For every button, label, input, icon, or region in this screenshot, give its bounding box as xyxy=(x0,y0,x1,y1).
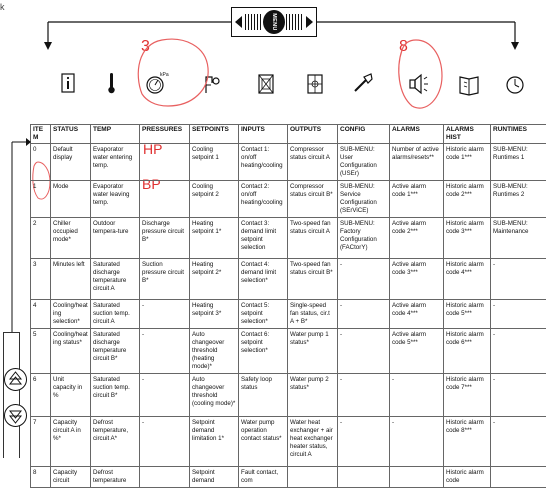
cell-item: 2 xyxy=(31,218,51,259)
cell-alarms: Active alarm code 2*** xyxy=(390,218,444,259)
cell-pressures xyxy=(140,467,190,488)
double-down-arrow-icon xyxy=(5,405,26,426)
cell-temp: Evaporator water entering temp. xyxy=(91,144,140,181)
cell-temp: Saturated suction temp. circuit A xyxy=(91,300,140,329)
cell-outputs: Two-speed fan status circuit A xyxy=(288,218,338,259)
cell-setpoints: Heating setpoint 3* xyxy=(190,300,239,329)
header-inputs: INPUTS xyxy=(239,125,288,144)
cell-status: Capacity circuit A in %* xyxy=(51,417,91,467)
cell-item: 5 xyxy=(31,329,51,374)
cell-setpoints: Auto changeover threshold (cooling mode)* xyxy=(190,374,239,417)
cell-item: 1 xyxy=(31,181,51,218)
cell-alarms-hist: Historic alarm code 2*** xyxy=(444,181,491,218)
table-row xyxy=(31,218,546,259)
menu-left-arrow-icon[interactable] xyxy=(235,16,242,28)
cell-runtimes: SUB-MENU: Maintenance xyxy=(491,218,546,259)
cell-pressures: - xyxy=(140,374,190,417)
cell-status: Cooling/heating status* xyxy=(51,329,91,374)
cell-inputs: Safety loop status xyxy=(239,374,288,417)
cell-inputs: Contact 3: demand limit setpoint selection xyxy=(239,218,288,259)
cell-inputs: Contact 1: on/off heating/cooling xyxy=(239,144,288,181)
cell-outputs: Single-speed fan status, cir.t A + B* xyxy=(288,300,338,329)
annotation-circle-alarms xyxy=(392,34,450,114)
cell-config: - xyxy=(338,374,390,417)
cell-inputs: Contact 6: setpoint selection* xyxy=(239,329,288,374)
cell-setpoints: Heating setpoint 1* xyxy=(190,218,239,259)
cell-alarms: Active alarm code 4*** xyxy=(390,300,444,329)
menu-stripes-right xyxy=(286,14,303,30)
table-row xyxy=(31,259,546,300)
header-alarms: ALARMS xyxy=(390,125,444,144)
cell-pressures: Discharge pressure circuit B* xyxy=(140,218,190,259)
cell-temp: Outdoor tempera-ture xyxy=(91,218,140,259)
cell-outputs: Two-speed fan status circuit B* xyxy=(288,259,338,300)
cell-runtimes: - xyxy=(491,300,546,329)
cell-item: 0 xyxy=(31,144,51,181)
header-setpoints: SETPOINTS xyxy=(190,125,239,144)
cell-runtimes: SUB-MENU: Runtimes 2 xyxy=(491,181,546,218)
cell-temp: Saturated discharge temperature circuit B* xyxy=(91,329,140,374)
cell-item: 3 xyxy=(31,259,51,300)
cell-setpoints: Cooling setpoint 2 xyxy=(190,181,239,218)
cell-config: - xyxy=(338,417,390,467)
table-row xyxy=(31,417,546,467)
cell-item: 7 xyxy=(31,417,51,467)
menu-button[interactable]: MENU xyxy=(263,10,285,34)
cell-runtimes: - xyxy=(491,259,546,300)
cell-config: SUB-MENU: User Configuration (USEr) xyxy=(338,144,390,181)
cell-setpoints: Setpoint demand xyxy=(190,467,239,488)
annotation-number-8: 8 xyxy=(399,38,408,56)
cell-setpoints: Heating setpoint 2* xyxy=(190,259,239,300)
cell-item: 8 xyxy=(31,467,51,488)
scroll-up-button[interactable] xyxy=(4,368,27,391)
alarm-history-icon[interactable] xyxy=(454,63,484,103)
cell-runtimes xyxy=(491,467,546,488)
cell-setpoints: Auto changeover threshold (heating mode)* xyxy=(190,329,239,374)
cell-status: Minutes left xyxy=(51,259,91,300)
cell-status: Cooling/heating selection* xyxy=(51,300,91,329)
cell-temp: Defrost temperature xyxy=(91,467,140,488)
menu-selector[interactable] xyxy=(231,7,317,37)
cell-alarms: - xyxy=(390,374,444,417)
cell-pressures xyxy=(140,144,190,181)
cell-outputs: Compressor status circuit B* xyxy=(288,181,338,218)
cell-config: SUB-MENU: Factory Configuration (FACtorY) xyxy=(338,218,390,259)
header-alarms-hist: ALARMS HIST xyxy=(444,125,491,144)
header-temp: TEMP xyxy=(91,125,140,144)
table-row xyxy=(31,300,546,329)
cell-runtimes: - xyxy=(491,374,546,417)
cell-alarms: - xyxy=(390,417,444,467)
cell-outputs: Compressor status circuit A xyxy=(288,144,338,181)
cell-status: Unit capacity in % xyxy=(51,374,91,417)
cell-config: - xyxy=(338,259,390,300)
cell-status: Mode xyxy=(51,181,91,218)
annotation-circle-pressures xyxy=(132,34,214,112)
pressure-unit-label: kPa xyxy=(160,72,169,78)
cell-pressures: - xyxy=(140,417,190,467)
cell-alarms: Active alarm code 1*** xyxy=(390,181,444,218)
cell-alarms: Active alarm code 3*** xyxy=(390,259,444,300)
navigation-panel xyxy=(3,332,20,458)
table-header-row xyxy=(31,125,546,144)
cell-inputs: Contact 5: setpoint selection* xyxy=(239,300,288,329)
annotation-bp: BP xyxy=(142,176,161,192)
config-icon[interactable] xyxy=(349,63,379,103)
table-row xyxy=(31,374,546,417)
table-row xyxy=(31,181,546,218)
cell-temp: Evaporator water leaving temp. xyxy=(91,181,140,218)
cell-inputs: Water pump operation contact status* xyxy=(239,417,288,467)
scroll-down-button[interactable] xyxy=(4,404,27,427)
cell-runtimes: SUB-MENU: Runtimes 1 xyxy=(491,144,546,181)
thermometer-icon[interactable] xyxy=(96,63,126,103)
cell-status: Capacity circuit xyxy=(51,467,91,488)
cell-pressures xyxy=(140,181,190,218)
table-row xyxy=(31,144,546,181)
cell-alarms-hist: Historic alarm code 4*** xyxy=(444,259,491,300)
cell-config: SUB-MENU: Service Configuration (SErViCE) xyxy=(338,181,390,218)
cell-inputs: Fault contact, com xyxy=(239,467,288,488)
cell-alarms-hist: Historic alarm code 3*** xyxy=(444,218,491,259)
header-outputs: OUTPUTS xyxy=(288,125,338,144)
cell-config: - xyxy=(338,329,390,374)
cell-alarms: Active alarm code 5*** xyxy=(390,329,444,374)
cell-config xyxy=(338,467,390,488)
double-up-arrow-icon xyxy=(5,369,26,390)
cell-alarms-hist: Historic alarm code 5*** xyxy=(444,300,491,329)
cell-temp: Defrost temperature, circuit A* xyxy=(91,417,140,467)
cell-outputs: Water heat exchanger + air heat exchanger heater status, circuit A xyxy=(288,417,338,467)
cell-runtimes: - xyxy=(491,417,546,467)
cell-alarms-hist: Historic alarm code xyxy=(444,467,491,488)
outputs-icon[interactable] xyxy=(300,63,330,103)
cell-outputs xyxy=(288,467,338,488)
cell-item: 4 xyxy=(31,300,51,329)
table-row xyxy=(31,329,546,374)
cell-inputs: Contact 4: demand limit selection* xyxy=(239,259,288,300)
cell-setpoints: Cooling setpoint 1 xyxy=(190,144,239,181)
header-config: CONFIG xyxy=(338,125,390,144)
menu-right-arrow-icon[interactable] xyxy=(306,16,313,28)
cell-pressures: Suction pressure circuit B* xyxy=(140,259,190,300)
stray-label: k xyxy=(0,2,5,12)
cell-pressures: - xyxy=(140,300,190,329)
cell-alarms xyxy=(390,467,444,488)
row-bracket-line xyxy=(0,130,34,340)
inputs-icon[interactable] xyxy=(251,63,281,103)
cell-status: Default display xyxy=(51,144,91,181)
cell-alarms-hist: Historic alarm code 6*** xyxy=(444,329,491,374)
cell-alarms: Number of active alarms/resets** xyxy=(390,144,444,181)
menu-table xyxy=(30,124,546,488)
cell-alarms-hist: Historic alarm code 8*** xyxy=(444,417,491,467)
header-runtimes: RUNTIMES xyxy=(491,125,546,144)
header-status: STATUS xyxy=(51,125,91,144)
table-row xyxy=(31,467,546,488)
info-icon[interactable] xyxy=(53,63,83,103)
cell-inputs: Contact 2: on/off heating/cooling xyxy=(239,181,288,218)
runtime-clock-icon[interactable] xyxy=(500,63,530,103)
cell-temp: Saturated discharge temperature circuit A xyxy=(91,259,140,300)
annotation-number-3: 3 xyxy=(141,38,150,56)
cell-runtimes: - xyxy=(491,329,546,374)
header-pressures: PRESSURES xyxy=(140,125,190,144)
cell-alarms-hist: Historic alarm code 1*** xyxy=(444,144,491,181)
cell-status: Chiller occupied mode* xyxy=(51,218,91,259)
cell-pressures: - xyxy=(140,329,190,374)
cell-temp: Saturated suction temp. circuit B* xyxy=(91,374,140,417)
cell-outputs: Water pump 2 status* xyxy=(288,374,338,417)
cell-item: 6 xyxy=(31,374,51,417)
cell-setpoints: Setpoint demand limitation 1* xyxy=(190,417,239,467)
annotation-hp: HP xyxy=(143,141,162,157)
cell-outputs: Water pump 1 status* xyxy=(288,329,338,374)
menu-stripes-left xyxy=(245,14,262,30)
header-item: ITEM xyxy=(31,125,51,144)
cell-alarms-hist: Historic alarm code 7*** xyxy=(444,374,491,417)
cell-config: - xyxy=(338,300,390,329)
